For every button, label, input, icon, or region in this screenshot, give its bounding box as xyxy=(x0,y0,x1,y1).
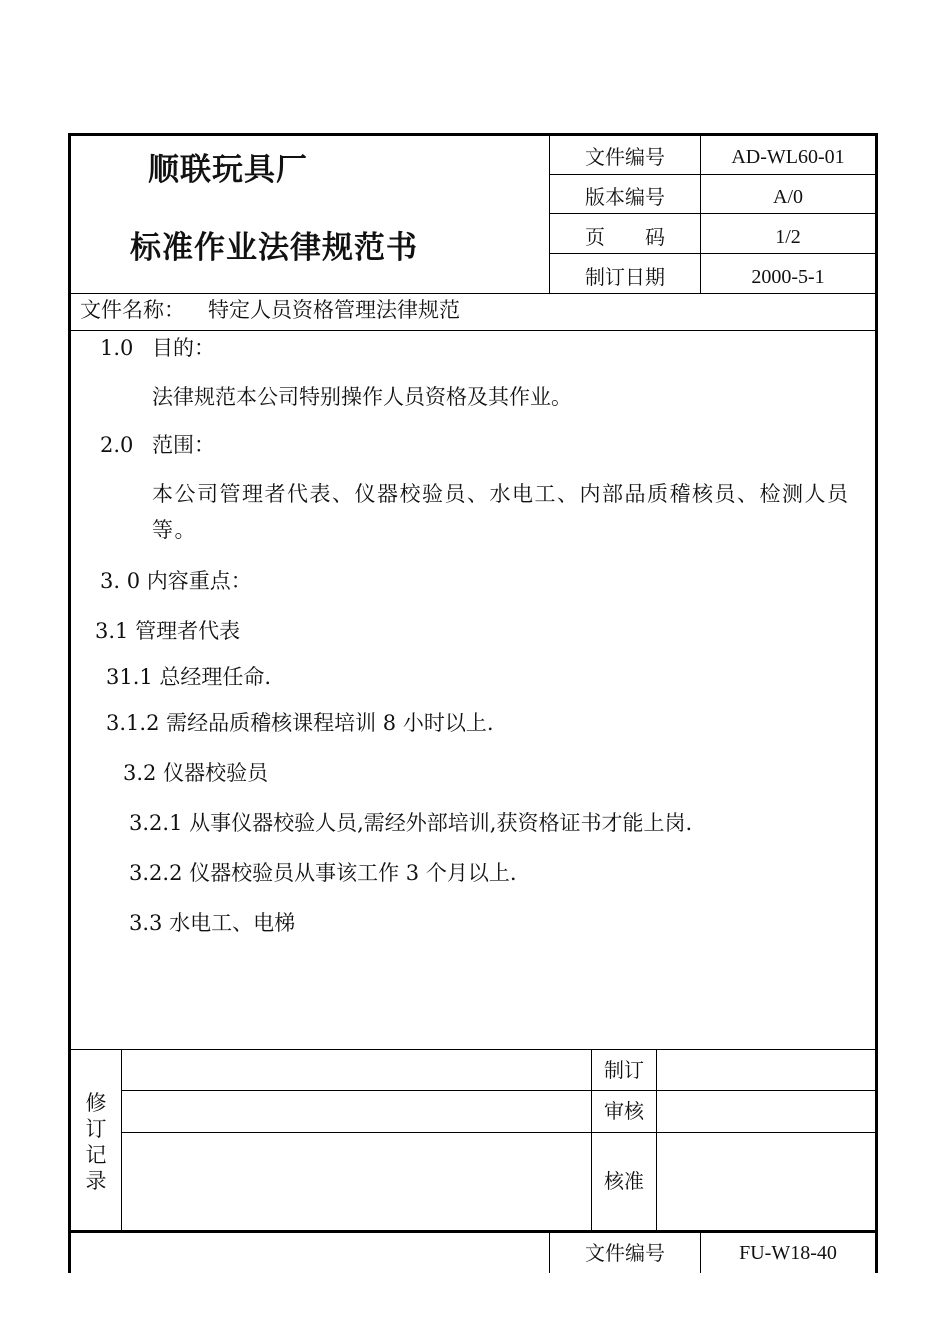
meta-row-line xyxy=(549,213,875,214)
file-name-label: 文件名称： xyxy=(80,298,185,322)
section-1-text: 法律规范本公司特别操作人员资格及其作业。 xyxy=(152,385,572,409)
section-3-1-1: 31.1 总经理任命. xyxy=(106,665,272,689)
section-1-number: 1.0 xyxy=(100,336,134,360)
meta-label-doc-number: 文件编号 xyxy=(585,145,665,169)
meta-row-line xyxy=(549,253,875,254)
meta-value-version: A/0 xyxy=(773,186,803,208)
section-1-title: 目的： xyxy=(152,336,215,360)
section-2-text: 本公司管理者代表、仪器校验员、水电工、内部品质稽核员、检测人员等。 xyxy=(152,482,850,542)
revision-label-divider xyxy=(121,1049,122,1230)
section-3-3: 3.3 水电工、电梯 xyxy=(129,911,296,935)
footer-doc-number-label: 文件编号 xyxy=(585,1241,665,1265)
revision-sign-divider-right xyxy=(656,1049,657,1230)
header-bottom-line xyxy=(71,293,875,294)
section-3-heading: 3. 0 内容重点： xyxy=(100,569,252,593)
meta-value-date: 2000-5-1 xyxy=(751,266,825,288)
meta-row-line xyxy=(549,174,875,175)
revision-label-drafted: 制订 xyxy=(604,1058,644,1082)
section-3-1: 3.1 管理者代表 xyxy=(95,619,241,643)
file-name-bottom-line xyxy=(71,330,875,331)
meta-label-date: 制订日期 xyxy=(585,265,665,289)
revision-top-line xyxy=(71,1049,875,1050)
meta-label-page: 页 码 xyxy=(585,225,665,249)
meta-value-page: 1/2 xyxy=(775,226,801,248)
revision-label-reviewed: 审核 xyxy=(604,1099,644,1123)
revision-label-approved: 核准 xyxy=(604,1169,644,1193)
revision-row-line xyxy=(121,1090,875,1091)
revision-row-line xyxy=(121,1132,875,1133)
company-name: 顺联玩具厂 xyxy=(148,152,308,188)
section-3-2: 3.2 仪器校验员 xyxy=(123,761,269,785)
revision-record-label: 修订记录 xyxy=(85,1091,107,1193)
section-3-1-2: 3.1.2 需经品质稽核课程培训 8 小时以上. xyxy=(106,711,494,735)
footer-doc-number-value: FU-W18-40 xyxy=(739,1242,837,1264)
meta-value-doc-number: AD-WL60-01 xyxy=(731,146,845,168)
section-3-2-1: 3.2.1 从事仪器校验人员,需经外部培训,获资格证书才能上岗. xyxy=(129,811,693,835)
document-type-title: 标准作业法律规范书 xyxy=(130,230,418,266)
section-2-title: 范围： xyxy=(152,433,215,457)
meta-label-version: 版本编号 xyxy=(585,185,665,209)
section-3-2-2: 3.2.2 仪器校验员从事该工作 3 个月以上. xyxy=(129,861,517,885)
section-2-number: 2.0 xyxy=(100,433,134,457)
file-name-value: 特定人员资格管理法律规范 xyxy=(208,298,460,322)
